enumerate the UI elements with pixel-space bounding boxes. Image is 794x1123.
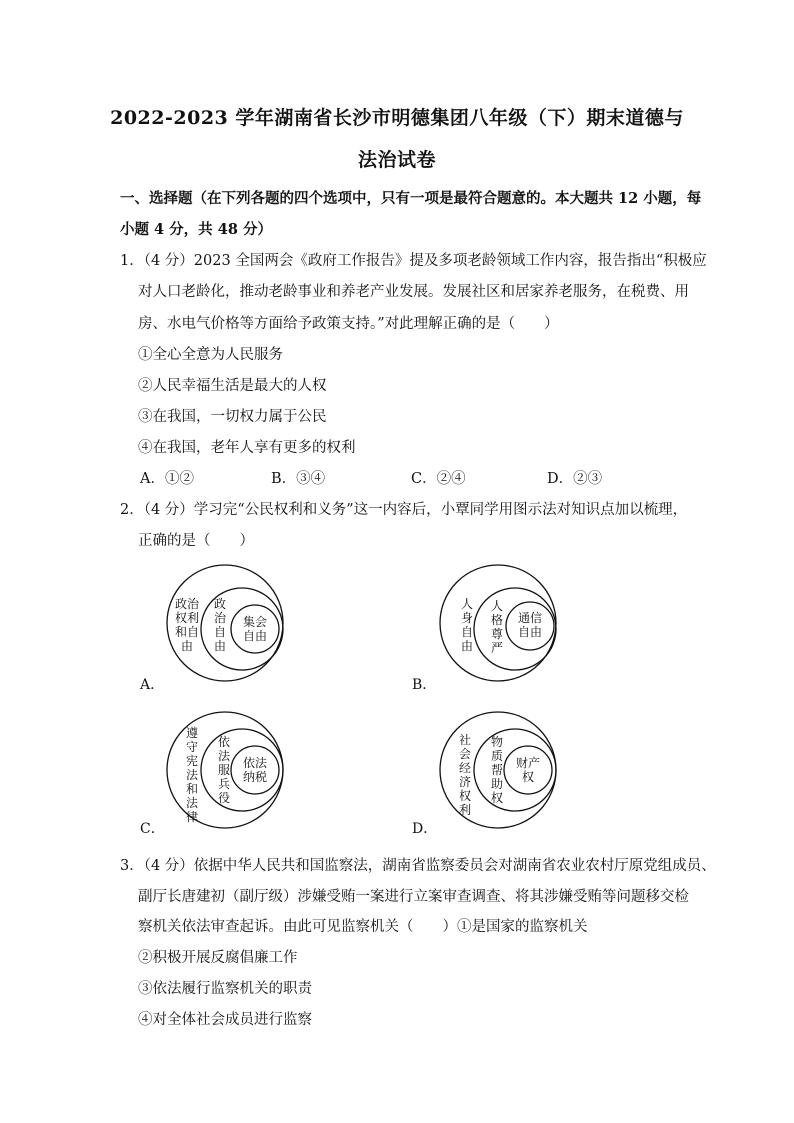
q3-item: ④对全体社会成员进行监察 (138, 1012, 312, 1028)
venn-d-middle-label: 物质帮助权 (491, 735, 504, 805)
venn-a-outer-label: 政治权利和自由 (174, 597, 199, 653)
section-heading-line1: 一、选择题（在下列各题的四个选项中，只有一项是最符合题意的。本大题共 12 小题，每 (120, 190, 702, 207)
q1-option-c[interactable]: C．②④ (411, 471, 466, 487)
q1-stem-line3: 房、水电气价格等方面给予政策支持。”对此理解正确的是（ ） (138, 316, 559, 332)
q3-stem-line3: 察机关依法审查起诉。由此可见监察机关（ ）①是国家的监察机关 (138, 919, 588, 935)
venn-c-inner-label: 依法纳税 (242, 756, 267, 784)
q1-stem-line2: 对人口老龄化，推动老龄事业和养老产业发展。发展社区和居家养老服务，在税费、用 (138, 284, 689, 300)
q1-option-b[interactable]: B．③④ (271, 471, 326, 487)
section-heading-line2: 小题 4 分，共 48 分） (120, 221, 272, 238)
q2-stem-line1: 2．（4 分）学习完“公民权利和义务”这一内容后，小覃同学用图示法对知识点加以梳理， (120, 502, 688, 518)
venn-diagram-a (165, 563, 285, 683)
q1-option-a[interactable]: A．①② (140, 471, 194, 487)
q1-option-d[interactable]: D．②③ (547, 471, 603, 487)
venn-a-inner-label: 集会自由 (242, 615, 267, 643)
venn-c-middle-label: 依法服兵役 (218, 735, 231, 805)
exam-title-line1: 2022-2023 学年湖南省长沙市明德集团八年级（下）期末道德与 (110, 107, 684, 129)
q1-item: ④在我国，老年人享有更多的权利 (138, 440, 356, 456)
q3-stem-line2: 副厅长唐建初（副厅级）涉嫌受贿一案进行立案审查调查、将其涉嫌受贿等问题移交检 (138, 889, 689, 905)
q2-option-d[interactable]: D． (412, 821, 438, 837)
venn-diagram-c (165, 710, 285, 830)
q1-item: ②人民幸福生活是最大的人权 (138, 378, 327, 394)
q1-stem-line1: 1．（4 分）2023 全国两会《政府工作报告》提及多项老龄领域工作内容，报告指出“积极应 (120, 253, 707, 269)
q2-option-c[interactable]: C． (140, 821, 165, 837)
venn-b-outer-label: 人身自由 (461, 597, 474, 653)
q2-stem-line2: 正确的是（ ） (138, 533, 254, 549)
q2-option-a[interactable]: A． (140, 677, 165, 693)
venn-b-inner-label: 通信自由 (517, 611, 542, 639)
venn-b-middle-label: 人格尊严 (491, 599, 504, 655)
q1-item: ①全心全意为人民服务 (138, 347, 283, 363)
venn-d-inner-label: 财产权 (515, 756, 540, 784)
q3-item: ②积极开展反腐倡廉工作 (138, 950, 298, 966)
q3-stem-line1: 3．（4 分）依据中华人民共和国监察法，湖南省监察委员会对湖南省农业农村厅原党组成员、 (120, 858, 716, 874)
venn-c-outer-label: 遵守宪法和法律 (186, 726, 199, 824)
q3-item: ③依法履行监察机关的职责 (138, 981, 312, 997)
venn-d-outer-label: 社会经济权利 (459, 733, 472, 817)
q1-item: ③在我国，一切权力属于公民 (138, 409, 327, 425)
exam-title-line2: 法治试卷 (357, 149, 436, 171)
venn-diagram-b (438, 563, 558, 683)
venn-diagram-d (438, 710, 558, 830)
q2-option-b[interactable]: B． (412, 677, 437, 693)
venn-a-middle-label: 政治自由 (214, 597, 227, 653)
